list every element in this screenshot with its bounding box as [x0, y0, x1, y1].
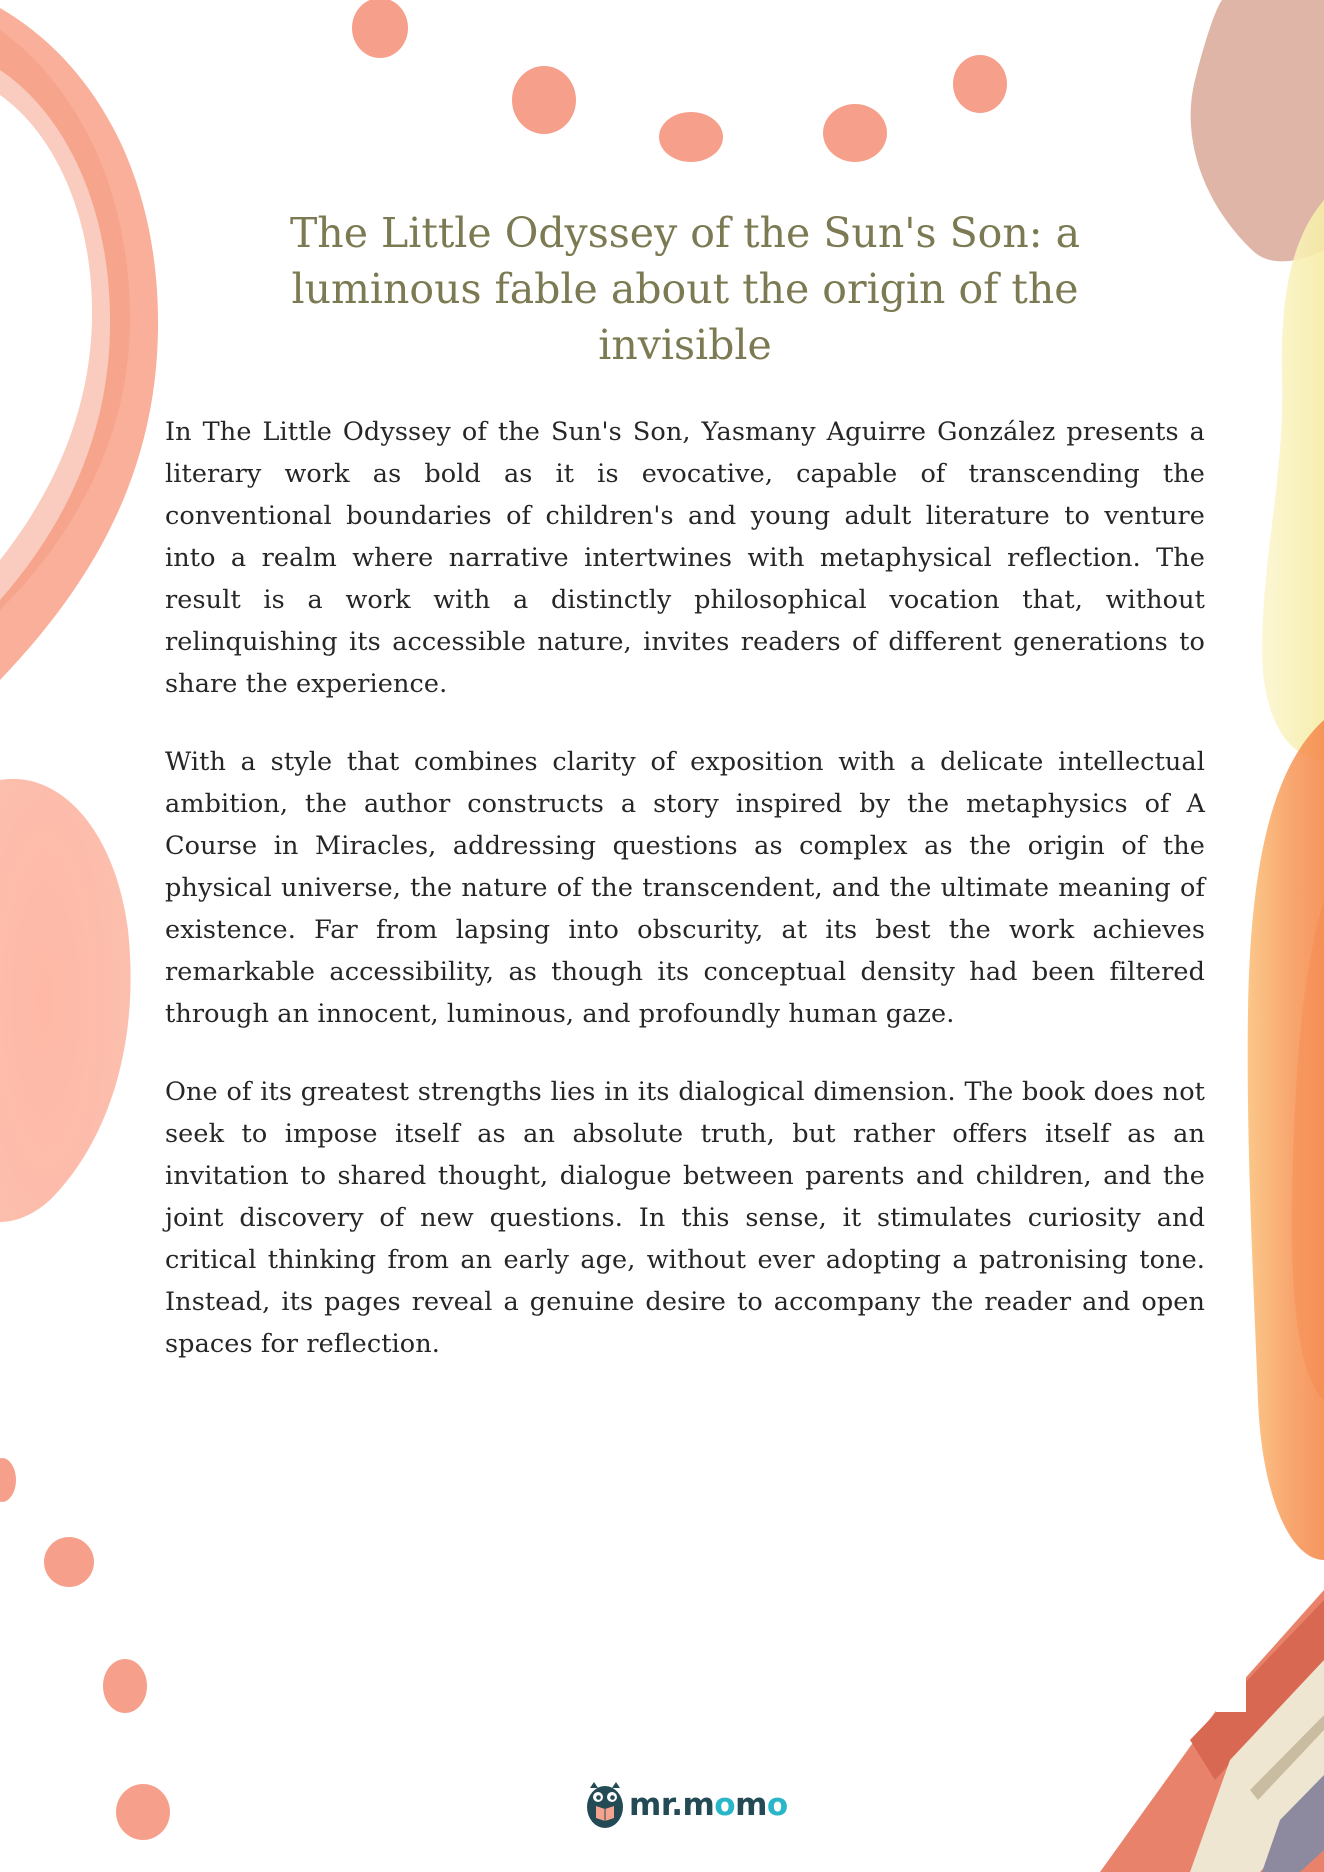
logo-text: mr.momo	[629, 1787, 788, 1823]
mr-momo-mascot-icon	[584, 1780, 626, 1830]
dot-decoration	[116, 1784, 170, 1840]
article-paragraph-3: One of its greatest strengths lies in its dialogical dimension. The book does not seek to impose itself as an absolute truth, but rather offers itself as an invitation to shared thought, dialogue between parents and children, and the joint discovery of new questions. In this sense, it stimulates curiosity and critical thinking from an early age, without ever adopting a patronising tone. Instead, its pages reveal a genuine desire to accompany the reader and open spaces for reflection.	[165, 1077, 1205, 1359]
left-peach-blob	[0, 779, 131, 1222]
dot-decoration	[659, 112, 723, 162]
mr-momo-logo	[584, 1776, 788, 1834]
dot-decoration	[512, 66, 576, 134]
dot-decoration	[0, 1458, 16, 1502]
dot-decoration	[953, 55, 1007, 113]
top-right-mauve-blob	[1191, 0, 1324, 261]
article-paragraph-1: In The Little Odyssey of the Sun's Son, Yasmany Aguirre González presents a literary work as bold as it is evocative, capable of transcending the conventional boundaries of children's and young adult literature to venture into a realm where narrative intertwines with metaphysical reflection. The result is a work with a distinctly philosophical vocation that, without relinquishing its accessible nature, invites readers of different generations to share the experience.	[165, 417, 1205, 699]
right-yellow-wash	[1262, 200, 1324, 760]
dot-decoration	[352, 0, 408, 58]
dot-decoration	[44, 1537, 94, 1587]
logo-wordmark	[629, 1776, 788, 1834]
article-title: The Little Odyssey of the Sun's Son: a luminous fable about the origin of the invisible	[289, 209, 1081, 369]
article-paragraph-2: With a style that combines clarity of exposition with a delicate intellectual ambition, the author constructs a story inspired by the metaphysics of A Course in Miracles, addressing questions as complex as the origin of the physical universe, the nature of the transcendent, and the ultimate meaning of existence. Far from lapsing into obscurity, at its best the work achieves remarkable accessibility, as though its conceptual density had been filtered through an innocent, luminous, and profoundly human gaze.	[165, 747, 1205, 1029]
article	[165, 205, 1205, 1401]
dot-decoration	[823, 104, 887, 162]
books-illustration	[1100, 1590, 1324, 1872]
dot-decoration	[103, 1659, 147, 1713]
